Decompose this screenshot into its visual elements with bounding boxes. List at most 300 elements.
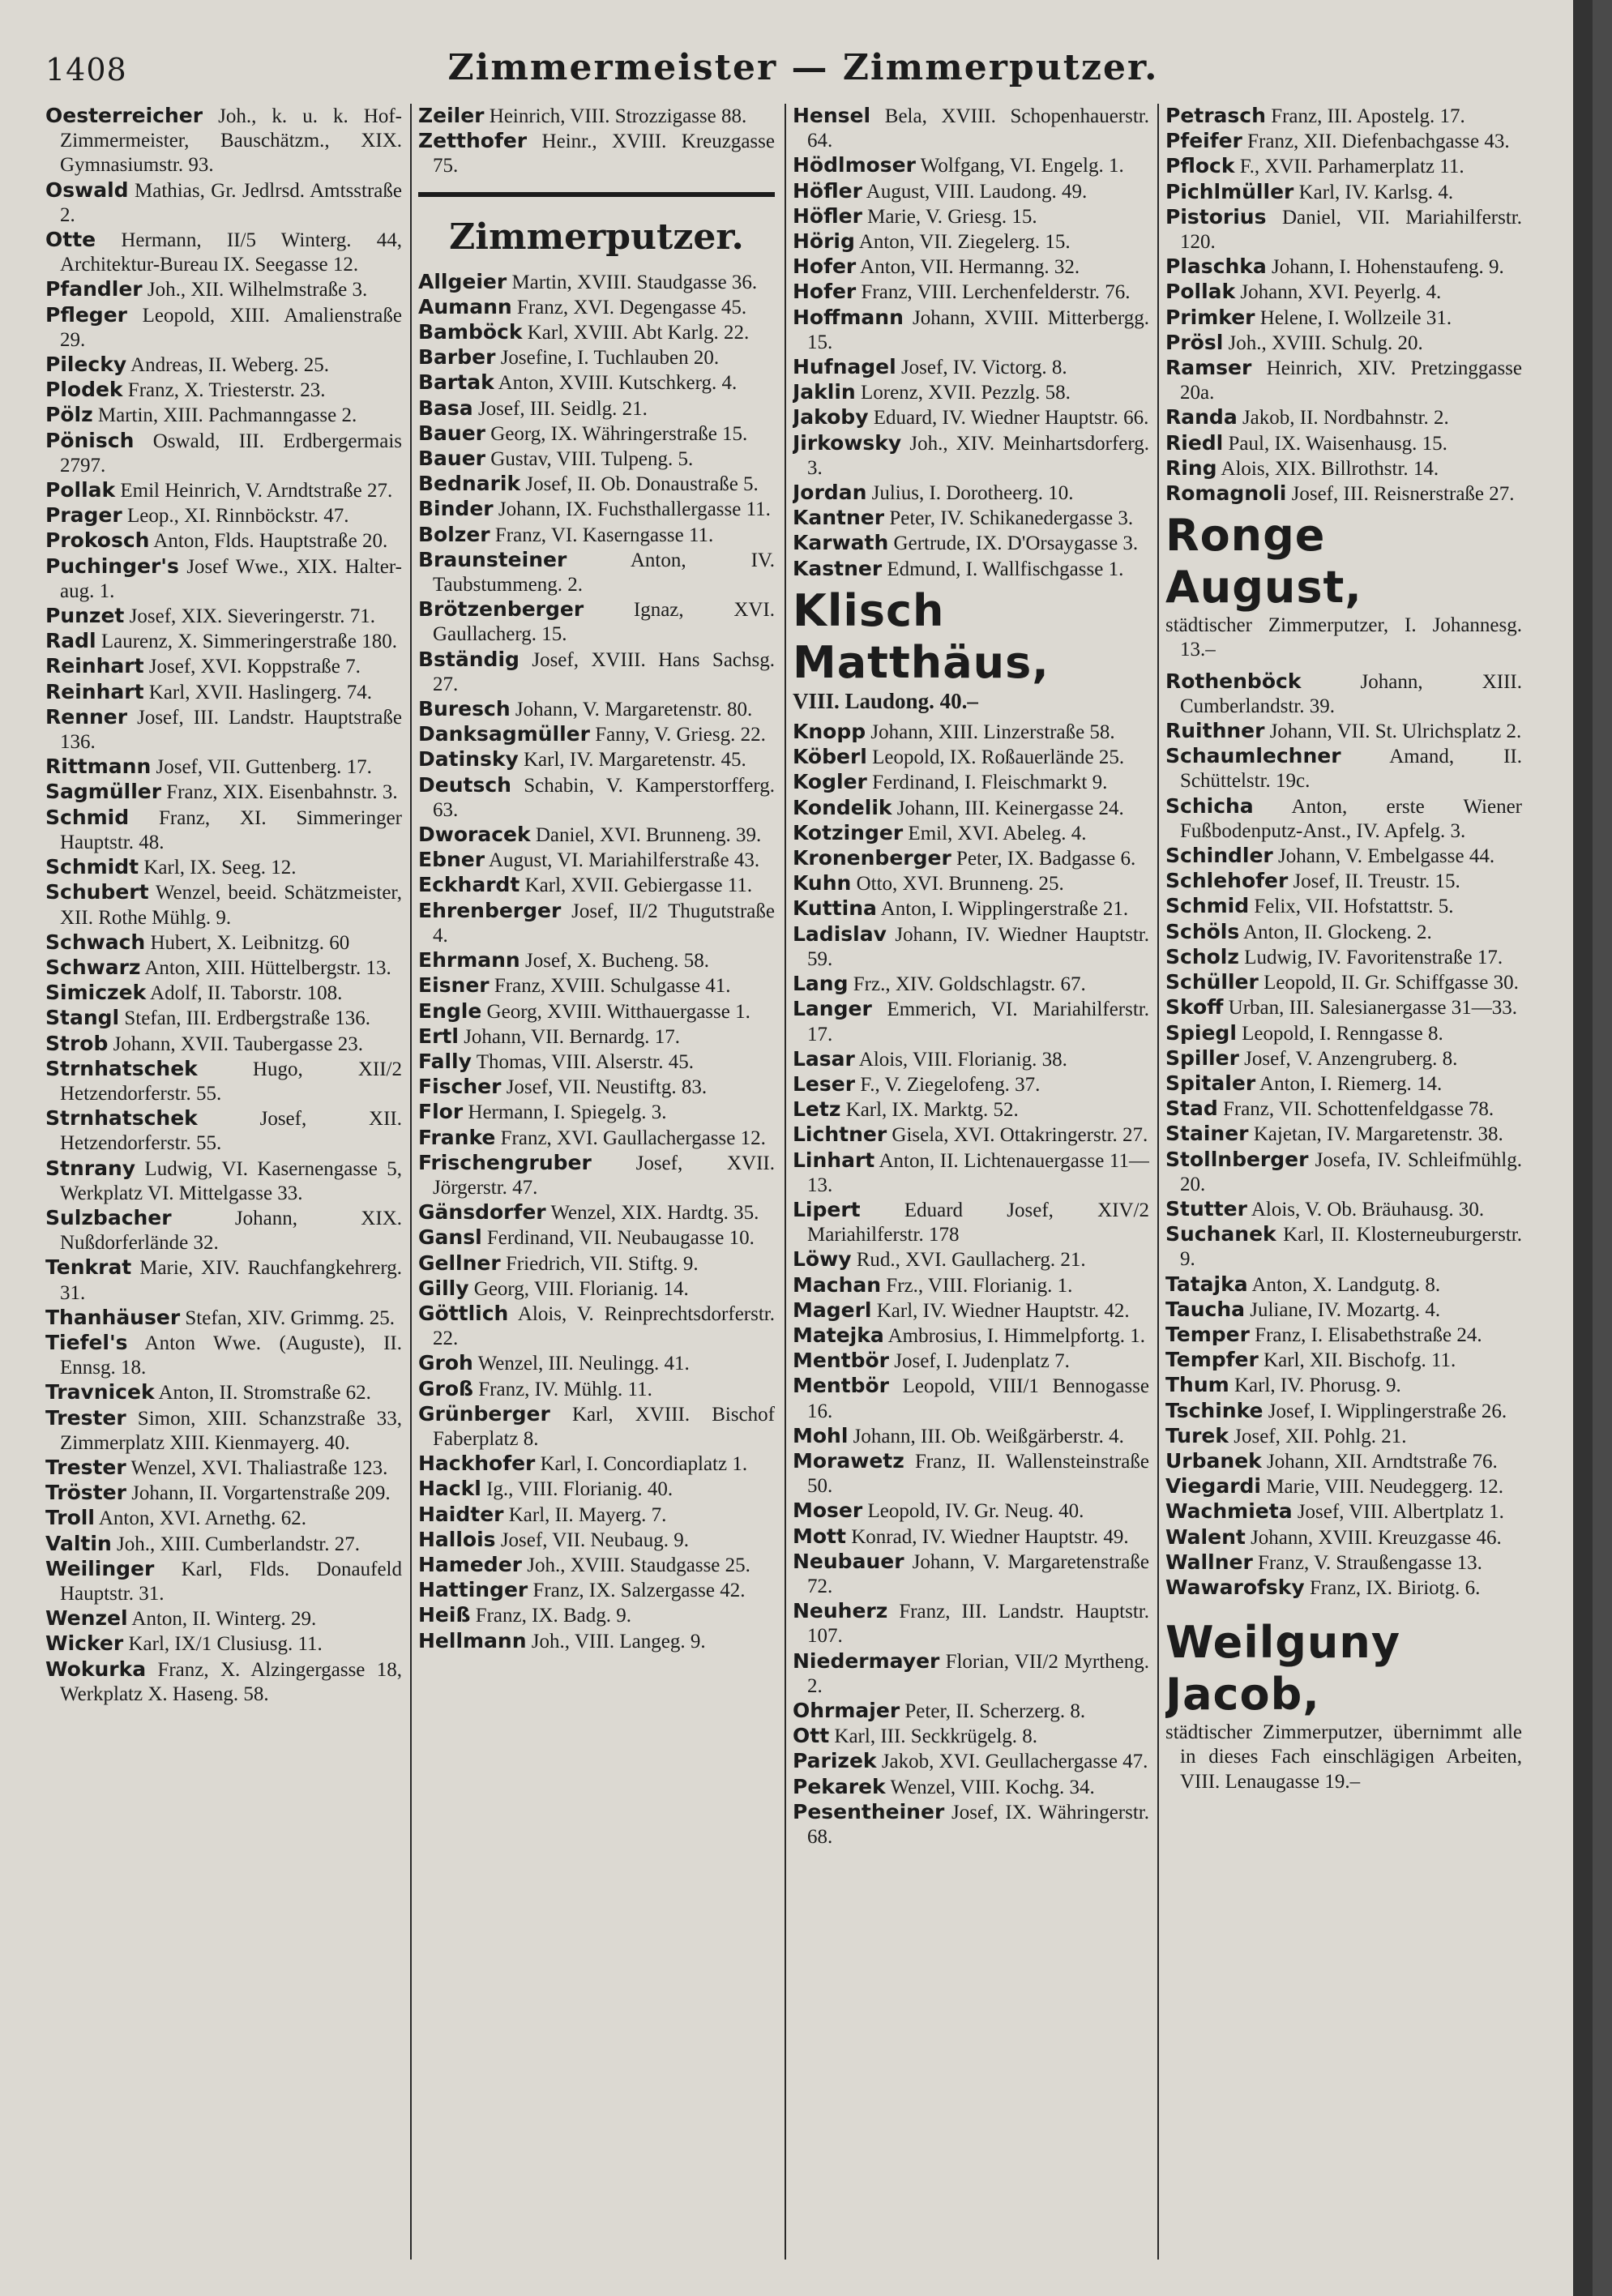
entry-address: Johann, XIII. Cumberlandstr. 39. [1180,670,1522,717]
entry-address: Helene, I. Wollzeile 31. [1255,306,1452,329]
directory-entry [418,497,775,522]
directory-entry [1165,794,1522,844]
entry-address: Johann, VII. St. Ulrichsplatz 2. [1264,720,1522,743]
entry-address: Marie, VIII. Neudeggerg. 12. [1261,1476,1503,1499]
directory-entry [1165,1197,1522,1222]
entry-name: Romagnoli [1165,481,1287,506]
entry-address: Peter, IX. Badgasse 6. [951,848,1136,870]
entry-address: Karl, IV. Karlsg. 4. [1293,181,1454,203]
entry-name: Mentbör [793,1374,889,1398]
entry-name: Brötzenberger [418,597,584,622]
entry-address: Anton, VII. Hermanng. 32. [856,256,1080,279]
directory-entry [418,1603,775,1628]
directory-entry [1165,306,1522,331]
directory-entry [793,431,1149,481]
directory-entry [45,705,402,755]
directory-entry [1165,180,1522,205]
entry-address: Wolfgang, VI. Engelg. 1. [915,155,1124,177]
directory-entry [45,403,402,428]
entry-address: Jakob, II. Nordbahnstr. 2. [1237,407,1449,430]
directory-entry [793,1524,1149,1550]
entry-address: Ignaz, XVI. Gaullacherg. 15. [433,599,775,646]
directory-entry [1165,995,1522,1020]
entry-address: Karl, IX. Marktg. 52. [840,1099,1019,1122]
entry-name: Stangl [45,1006,120,1030]
directory-entry [45,1306,402,1331]
entry-name: Ramser [1165,356,1252,380]
entry-address: Franz, X. Triesterstr. 23. [122,379,326,402]
directory-entry [418,773,775,823]
entry-address: Alois, V. Ob. Bräuhausg. 30. [1246,1198,1485,1221]
entry-name: Bartak [418,370,494,395]
directory-entry [418,104,775,129]
entry-name: Pollak [1165,280,1236,304]
entry-name: Lang [793,972,849,996]
directory-entry [45,503,402,528]
entry-address: Josef, III. Reisnerstraße 27. [1286,483,1515,506]
entry-name: Karwath [793,531,889,555]
entry-name: Walent [1165,1524,1246,1549]
entry-name: Aumann [418,294,512,319]
entry-name: Wallner [1165,1550,1253,1574]
directory-entry [1165,970,1522,995]
entry-name: Wokurka [45,1657,147,1681]
entry-name: Punzet [45,604,125,628]
directory-entry [418,1553,775,1578]
entry-name: Binder [418,497,494,521]
entry-name: Pfleger [45,302,127,327]
entry-address: Ludwig, IV. Favoritenstraße 17. [1238,946,1503,968]
directory-entry [793,380,1149,405]
entry-name: Tenkrat [45,1255,132,1280]
entry-address: Josef, IV. Victorg. 8. [896,357,1067,379]
entry-address: Josef, I. Wipplingerstraße 26. [1263,1400,1507,1422]
entry-address: Joh., XIII. Cumberlandstr. 27. [111,1533,360,1555]
entry-address: Adolf, II. Taborstr. 108. [146,982,343,1005]
directory-entry [45,528,402,554]
directory-entry [418,1377,775,1402]
entry-name: Flor [418,1100,464,1124]
directory-entry [793,796,1149,821]
entry-name: Schöls [1165,919,1240,943]
entry-name: Matejka [793,1323,884,1347]
directory-entry [793,770,1149,795]
entry-name: Magerl [793,1298,872,1322]
entry-address: Amand, II. Schüttelstr. 19c. [1180,746,1522,793]
entry-name: Göttlich [418,1301,509,1325]
entry-name: Hensel [793,104,871,127]
entry-name: Hattinger [418,1578,528,1602]
directory-entry [793,1247,1149,1272]
directory-entry [1165,1499,1522,1524]
entry-address: Peter, II. Scherzerg. 8. [900,1700,1086,1722]
entry-name: Reinhart [45,654,144,678]
entry-name: Randa [1165,405,1238,430]
entry-address: Leopold, VIII/1 Bennogasse 16. [807,1375,1149,1422]
advertisement-entry [1165,1617,1522,1794]
directory-entry [793,481,1149,506]
entry-name: Höfler [793,203,862,228]
directory-entry [1165,456,1522,481]
directory-entry [418,320,775,345]
entry-name: Pönisch [45,428,135,452]
entry-address: Franz, X. Alzingergasse 18, Werkplatz X. Haseng. 58. [60,1658,402,1705]
directory-entry [418,1503,775,1528]
entry-address: Franz, IX. Salzergasse 42. [528,1580,746,1602]
directory-entry [793,1449,1149,1499]
entry-name: Moser [793,1499,863,1523]
entry-address: Franz, XVI. Degengasse 45. [511,296,747,319]
directory-entry [45,780,402,805]
entry-name: Groh [418,1351,473,1375]
directory-entry [45,228,402,277]
directory-entry [1165,894,1522,919]
entry-address: Rud., XVI. Gaullacherg. 21. [851,1249,1086,1272]
entry-address: Franz, V. Straußengasse 13. [1252,1551,1482,1574]
entry-name: Haidter [418,1502,504,1526]
directory-entry [793,153,1149,178]
directory-entry [418,421,775,447]
entry-address: Josef, XVI. Koppstraße 7. [143,656,361,678]
directory-entry [45,1206,402,1255]
entry-address: Gisela, XVI. Ottakringerstr. 27. [887,1124,1148,1147]
entry-address: Ludwig, VI. Kasernengasse 5, Werkplatz VI. Mittelgasse 33. [60,1157,402,1204]
entry-name: Danksagmüller [418,722,590,746]
directory-entry [418,1452,775,1477]
entry-address: Juliane, IV. Mozartg. 4. [1245,1298,1441,1321]
entry-address: Ig., VIII. Florianig. 40. [481,1478,673,1501]
entry-address: Johann, IV. Wiedner Hauptstr. 59. [807,923,1149,970]
directory-entry [45,1255,402,1305]
directory-entry [418,1075,775,1100]
entry-address: Joh., XVIII. Staudgasse 25. [521,1554,750,1576]
directory-entry [1165,431,1522,456]
directory-entry [793,1749,1149,1774]
directory-entry [45,880,402,930]
entry-name: Lichtner [793,1122,887,1147]
directory-entry [418,1251,775,1276]
column-3 [793,104,1149,1849]
entry-address: Josef, VII. Neustiftg. 83. [501,1076,708,1099]
entry-name: Schindler [1165,844,1273,868]
directory-entry [793,204,1149,229]
directory-entry [793,972,1149,997]
entry-list [1165,104,1522,507]
directory-entry [418,648,775,697]
entry-address: Leopold, II. Gr. Schiffgasse 30. [1258,972,1519,994]
entry-address: Leop., XI. Rinnböckstr. 47. [122,505,349,528]
directory-entry [418,370,775,395]
directory-entry [1165,1071,1522,1097]
entry-address: Alois, VIII. Florianig. 38. [854,1048,1067,1071]
entry-address: Marie, V. Griesg. 15. [862,205,1037,228]
entry-name: Schmid [45,805,130,829]
entry-name: Sagmüller [45,780,162,804]
entry-name: Schlehofer [1165,869,1289,893]
entry-name: Wawarofsky [1165,1575,1305,1599]
entry-name: Gansl [418,1225,482,1250]
entry-name: Schwach [45,930,146,954]
directory-entry [1165,1298,1522,1323]
entry-name: Neubauer [793,1549,904,1573]
entry-name: Morawetz [793,1448,904,1473]
entry-address: Jakob, XVI. Geullachergasse 47. [876,1751,1148,1773]
entry-list [45,104,402,1707]
entry-address: Josefa, IV. Schleifmühlg. 20. [1180,1148,1522,1195]
entry-name: Plodek [45,378,123,402]
entry-name: Weilinger [45,1556,155,1580]
entry-name: Datinsky [418,747,519,772]
entry-name: Barber [418,345,496,370]
directory-entry [793,1097,1149,1122]
entry-address: Karl, IX/1 Clusiusg. 11. [123,1633,323,1656]
column-divider [1157,104,1159,2260]
directory-entry [1165,356,1522,405]
entry-address: Anton, Flds. Hauptstraße 20. [149,530,388,553]
entry-address: Anton, II. Winterg. 29. [127,1608,317,1631]
directory-entry [45,1631,402,1657]
directory-entry [793,1323,1149,1349]
entry-name: Trester [45,1405,126,1430]
directory-entry [45,981,402,1006]
directory-entry [793,1047,1149,1072]
entry-name: Knopp [793,720,866,744]
directory-entry [45,1032,402,1057]
entry-name: Travnicek [45,1380,155,1405]
directory-entry [418,1477,775,1502]
directory-entry [45,429,402,478]
entry-address: Oswald, III. Erdbergermais 2797. [60,430,402,477]
entry-address: Anton, XIII. Hüttelbergstr. 13. [140,956,391,979]
entry-name: Allgeier [418,269,507,293]
entry-name: Parizek [793,1749,877,1773]
entry-name: Ehrenberger [418,898,562,922]
page-header [45,41,1561,105]
directory-entry [1165,1148,1522,1197]
entry-list [1165,669,1522,1601]
column-1 [45,104,402,1707]
entry-name: Stollnberger [1165,1147,1309,1171]
entry-name: Hödlmoser [793,153,916,177]
entry-name: Strnhatschek [45,1056,198,1080]
entry-name: Tatajka [1165,1272,1248,1296]
entry-address: Karl, II. Mayerg. 7. [503,1503,667,1526]
entry-address: Johann, III. Keinergasse 24. [892,797,1124,819]
directory-entry [45,1456,402,1481]
entry-name: Thum [1165,1373,1229,1397]
entry-name: Stnrany [45,1156,136,1180]
advertisement-address: VIII. Laudong. 40.– [793,688,978,713]
directory-entry [793,557,1149,582]
entry-address: Alois, V. Reinprechtsdorferstr. 22. [433,1302,775,1350]
entry-name: Schüller [1165,970,1259,994]
directory-entry [45,1506,402,1531]
entry-address: Josef, X. Bucheng. 58. [520,950,710,973]
entry-address: Heinrich, VIII. Strozzigasse 88. [484,105,747,127]
entry-name: Bednarik [418,472,521,496]
entry-address: Johann, XVIII. Kreuzgasse 46. [1245,1526,1502,1549]
directory-entry [1165,1348,1522,1373]
entry-name: Tschinke [1165,1398,1264,1422]
directory-entry [45,1380,402,1405]
directory-entry [1165,1373,1522,1398]
entry-address: Frz., VIII. Florianig. 1. [881,1274,1073,1297]
entry-name: Renner [45,704,128,729]
entry-address: August, VIII. Laudong. 49. [862,180,1088,203]
entry-name: Mentbör [793,1349,889,1373]
directory-entry [418,1225,775,1251]
entry-address: Franz, I. Elisabethstraße 24. [1249,1323,1482,1346]
entry-name: Bständig [418,647,520,671]
entry-address: Franz, XIX. Eisenbahnstr. 3. [161,781,398,804]
entry-name: Hufnagel [793,355,896,379]
directory-entry [45,604,402,629]
directory-entry [45,478,402,503]
column-divider [785,104,786,2260]
entry-address: Alois, XIX. Billrothstr. 14. [1216,457,1439,480]
directory-entry [793,896,1149,921]
entry-address: Emil, XVI. Abeleg. 4. [903,822,1087,844]
entry-address: Josef, IX. Währingerstr. 68. [807,1801,1149,1848]
entry-name: Pflock [1165,154,1235,178]
directory-entry [418,548,775,597]
entry-address: Laurenz, X. Simmeringerstraße 180. [96,631,398,653]
directory-entry [1165,1449,1522,1474]
entry-list [418,104,775,179]
entry-address: Karl, IV. Phorusg. 9. [1229,1375,1401,1397]
entry-name: Höfler [793,178,862,203]
entry-address: Ferdinand, I. Fleischmarkt 9. [866,772,1108,794]
directory-entry [418,899,775,948]
directory-entry [45,1006,402,1031]
directory-entry [45,806,402,855]
directory-entry [418,523,775,548]
directory-entry [45,629,402,654]
entry-name: Mott [793,1524,846,1548]
entry-address: Josef Wwe., XIX. Halter-aug. 1. [60,555,402,602]
directory-entry [418,1024,775,1050]
directory-entry [1165,1272,1522,1298]
directory-entry [418,345,775,370]
entry-name: Fischer [418,1075,502,1099]
directory-entry [1165,669,1522,719]
entry-name: Kantner [793,506,885,530]
directory-entry [418,1629,775,1654]
entry-address: Franz, III. Landstr. Hauptstr. 107. [807,1601,1149,1648]
entry-name: Stad [1165,1097,1218,1121]
entry-name: Riedl [1165,430,1224,455]
entry-address: Josef, VII. Neubaug. 9. [495,1529,689,1551]
entry-name: Urbanek [1165,1448,1262,1473]
entry-name: Ehrmann [418,948,520,973]
directory-entry [418,973,775,998]
entry-address: Josef, II. Treustr. 15. [1288,870,1460,893]
directory-entry [45,1106,402,1156]
entry-name: Kotzinger [793,820,904,844]
directory-entry [418,1351,775,1376]
entry-address: Wenzel, VIII. Kochg. 34. [885,1776,1095,1798]
entry-name: Plaschka [1165,254,1267,279]
directory-entry [1165,254,1522,280]
entry-name: Frischengruber [418,1150,592,1174]
entry-name: Ruithner [1165,719,1265,743]
directory-entry [1165,1550,1522,1576]
entry-address: Karl, XII. Bischofg. 11. [1258,1349,1456,1372]
column-2 [418,104,775,1654]
entry-address: Paul, IX. Waisenhausg. 15. [1223,432,1447,455]
entry-address: Karl, IX. Seeg. 12. [139,857,297,879]
entry-name: Schmid [1165,894,1250,918]
entry-name: Eisner [418,973,490,998]
directory-entry [418,396,775,421]
entry-address: Hermann, I. Spiegelg. 3. [463,1101,667,1124]
entry-name: Lipert [793,1197,861,1221]
entry-name: Pesentheiner [793,1799,945,1824]
directory-entry [1165,205,1522,254]
directory-entry [45,956,402,981]
entry-name: Hackhofer [418,1452,536,1476]
entry-name: Hackl [418,1477,481,1501]
entry-name: Tempfer [1165,1348,1259,1372]
entry-name: Köberl [793,745,867,769]
entry-address: Martin, XIII. Pachmanngasse 2. [92,404,357,427]
entry-address: Franz, IX. Biriotg. 6. [1304,1576,1481,1599]
entry-address: Bela, XVIII. Schopenhauerstr. 64. [807,105,1149,152]
entry-name: Simiczek [45,981,147,1005]
entry-name: Gellner [418,1251,501,1275]
directory-entry [45,755,402,780]
entry-name: Braunsteiner [418,547,567,571]
directory-entry [418,999,775,1024]
directory-entry [793,1374,1149,1423]
entry-name: Spiller [1165,1045,1239,1070]
directory-entry [418,722,775,747]
entry-name: Puchinger's [45,554,179,578]
entry-address: Heinr., XVIII. Kreuzgasse 75. [433,130,775,177]
entry-name: Langer [793,997,872,1021]
entry-name: Strob [45,1031,109,1055]
entry-address: Daniel, VII. Mariahilferstr. 120. [1180,206,1522,254]
directory-entry [1165,1323,1522,1348]
entry-name: Kastner [793,556,883,580]
directory-entry [418,1126,775,1151]
entry-name: Gilly [418,1276,469,1300]
entry-name: Gänsdorfer [418,1200,546,1225]
entry-name: Pekarek [793,1774,886,1798]
entry-address: Stefan, III. Erdbergstraße 136. [119,1007,370,1030]
entry-address: Johann, V. Embelgasse 44. [1272,845,1495,868]
entry-address: Johann, XVI. Peyerlg. 4. [1235,281,1442,304]
advertisement-name: Weilguny Jacob, [1165,1617,1401,1721]
directory-entry [793,997,1149,1046]
entry-address: F., XVII. Parhamerplatz 11. [1234,156,1464,178]
entry-address: Leopold, IX. Roßauerlände 25. [866,746,1125,769]
entry-address: Georg, IX. Währingerstraße 15. [485,422,748,445]
entry-name: Zetthofer [418,129,528,153]
entry-name: Petrasch [1165,104,1266,127]
entry-address: Friedrich, VII. Stiftg. 9. [500,1252,699,1275]
directory-entry [793,1072,1149,1097]
entry-address: Johann, II. Vorgartenstraße 209. [126,1482,391,1505]
entry-name: Pichlmüller [1165,179,1294,203]
entry-name: Spitaler [1165,1071,1256,1095]
entry-name: Turek [1165,1423,1229,1447]
entry-name: Taucha [1165,1297,1245,1321]
entry-address: Anton, I. Riemerg. 14. [1255,1072,1443,1095]
directory-entry [1165,405,1522,430]
entry-address: Joh., VIII. Langeg. 9. [526,1630,706,1653]
directory-entry [1165,945,1522,970]
